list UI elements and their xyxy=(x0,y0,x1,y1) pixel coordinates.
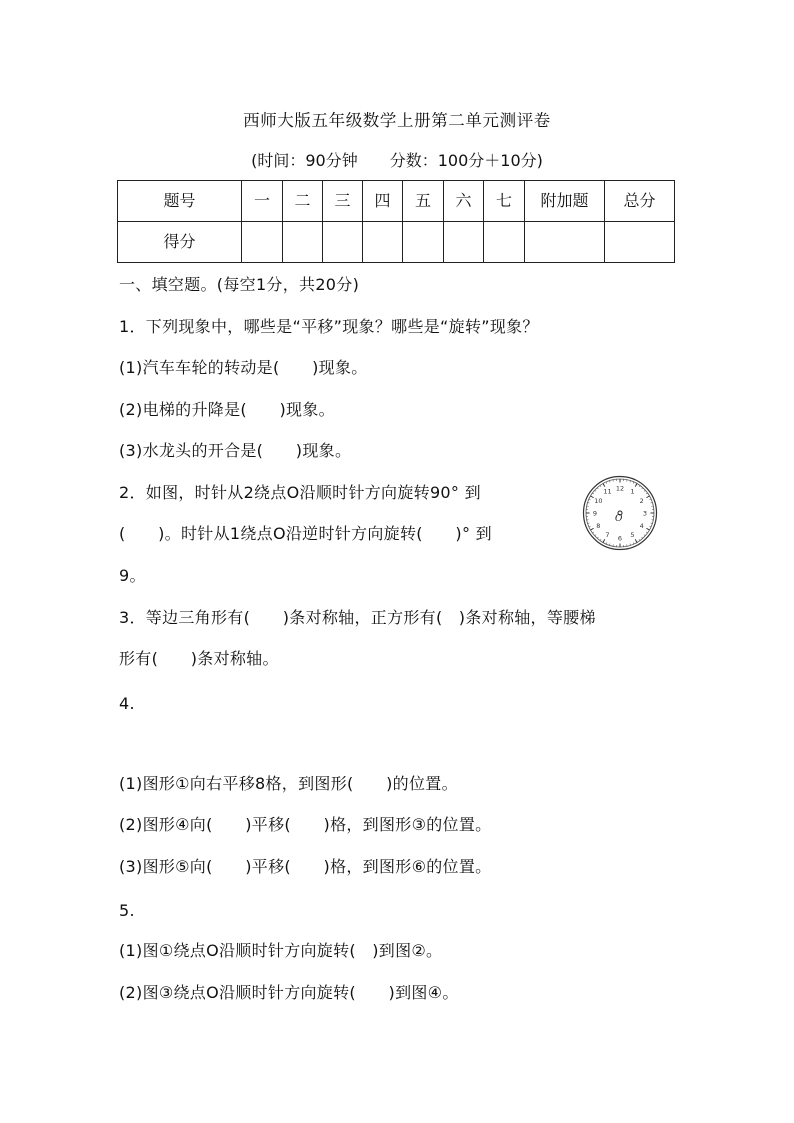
header-cell: 一 xyxy=(242,181,283,222)
header-cell: 四 xyxy=(363,181,403,222)
header-cell: 附加题 xyxy=(525,181,605,222)
exam-meta: (时间：90分钟 分数：100分＋10分) xyxy=(251,151,543,170)
question-2-line: 2．如图，时针从2绕点O沿顺时针方向旋转90° 到 xyxy=(119,483,481,502)
score-table-header-row xyxy=(118,181,675,222)
header-cell-label: 题号 xyxy=(118,181,242,222)
question-5-item: (1)图①绕点O沿顺时针方向旋转( )到图②。 xyxy=(119,941,443,960)
header-cell: 三 xyxy=(323,181,363,222)
header-cell: 六 xyxy=(444,181,484,222)
score-cell[interactable] xyxy=(605,222,675,263)
question-1-stem: 1．下列现象中，哪些是“平移”现象？哪些是“旋转”现象？ xyxy=(119,317,539,336)
header-cell: 二 xyxy=(283,181,323,222)
score-cell[interactable] xyxy=(484,222,525,263)
clock-center-label: O xyxy=(615,514,623,524)
question-4-number: 4. xyxy=(119,694,135,713)
question-2-line: 9。 xyxy=(119,566,146,585)
question-4-item: (3)图形⑤向( )平移( )格，到图形⑥的位置。 xyxy=(119,857,492,876)
clock-number: 6 xyxy=(617,534,623,543)
score-cell[interactable] xyxy=(403,222,444,263)
question-5-item: (2)图③绕点O沿顺时针方向旋转( )到图④。 xyxy=(119,983,459,1002)
section-heading: 一、填空题。(每空1分，共20分) xyxy=(119,275,360,294)
question-1-item: (2)电梯的升降是( )现象。 xyxy=(119,400,335,419)
header-cell: 五 xyxy=(403,181,444,222)
header-cell: 七 xyxy=(484,181,525,222)
clock-number: 12 xyxy=(615,484,625,493)
score-cell[interactable] xyxy=(283,222,323,263)
question-1-item: (3)水龙头的开合是( )现象。 xyxy=(119,441,352,460)
clock-number: 9 xyxy=(592,509,598,518)
clock-number: 8 xyxy=(596,521,601,530)
score-table-score-row xyxy=(118,222,675,263)
clock-number: 3 xyxy=(642,509,648,518)
score-cell[interactable] xyxy=(444,222,484,263)
score-table xyxy=(117,180,675,263)
clock-number: 11 xyxy=(603,487,612,496)
header-cell: 总分 xyxy=(605,181,675,222)
clock-number: 1 xyxy=(630,487,635,496)
question-2-line: ( )。时针从1绕点O沿逆时针方向旋转( )° 到 xyxy=(119,524,492,543)
question-3-line: 3．等边三角形有( )条对称轴，正方形有( )条对称轴，等腰梯 xyxy=(119,608,596,627)
page-title: 西师大版五年级数学上册第二单元测评卷 xyxy=(243,111,551,130)
score-cell[interactable] xyxy=(242,222,283,263)
clock-number: 2 xyxy=(639,496,644,505)
clock-number: 10 xyxy=(594,496,603,505)
question-5-number: 5. xyxy=(119,901,135,920)
clock-number: 7 xyxy=(605,530,610,539)
question-3-line: 形有( )条对称轴。 xyxy=(119,649,279,668)
clock-number: 5 xyxy=(630,530,635,539)
clock-icon xyxy=(582,475,658,551)
question-4-item: (1)图形①向右平移8格，到图形( )的位置。 xyxy=(119,774,458,793)
score-cell[interactable] xyxy=(323,222,363,263)
score-cell[interactable] xyxy=(363,222,403,263)
clock-number: 4 xyxy=(639,521,644,530)
question-4-item: (2)图形④向( )平移( )格，到图形③的位置。 xyxy=(119,815,492,834)
score-cell[interactable] xyxy=(525,222,605,263)
score-row-label: 得分 xyxy=(118,222,242,263)
question-1-item: (1)汽车车轮的转动是( )现象。 xyxy=(119,358,368,377)
